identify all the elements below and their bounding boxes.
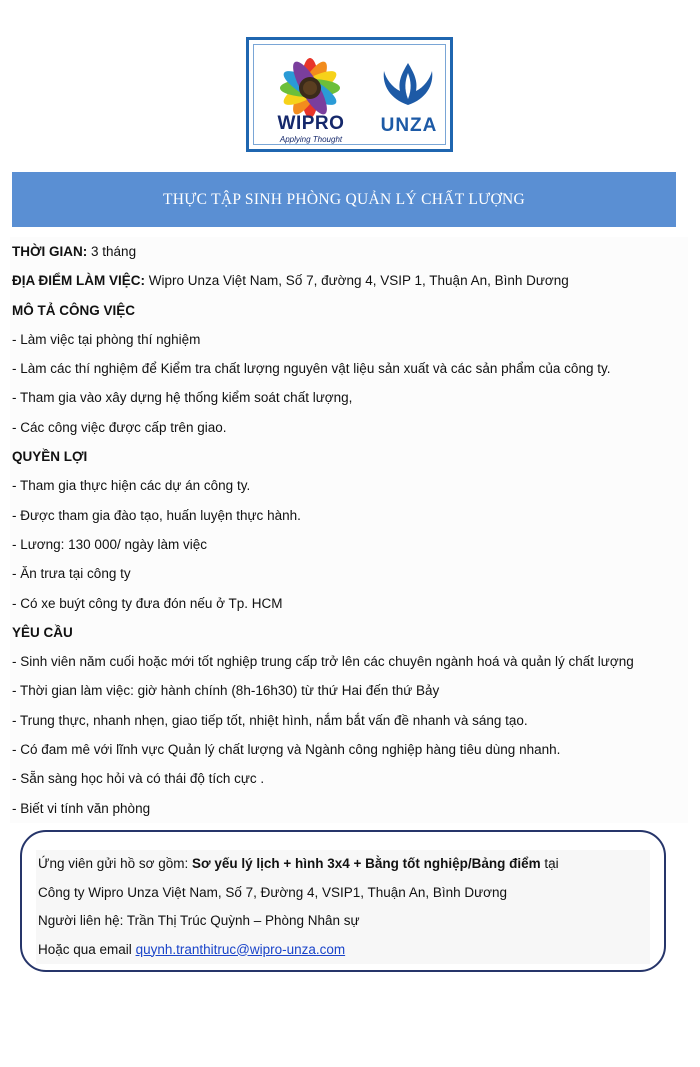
application-intro: Ứng viên gửi hồ sơ gồm: <box>38 856 192 871</box>
list-item: - Trung thực, nhanh nhẹn, giao tiếp tốt, nhiệt hình, nắm bắt vấn đề nhanh và sáng tạo. <box>12 712 528 728</box>
list-item: - Ăn trưa tại công ty <box>12 566 131 582</box>
list-item: - Tham gia thực hiện các dự án công ty. <box>12 478 251 494</box>
list-item: - Các công việc được cấp trên giao. <box>12 419 227 435</box>
email-row <box>36 936 650 965</box>
location-row <box>10 266 688 295</box>
email-link[interactable]: quynh.tranthitruc@wipro-unza.com <box>135 941 346 957</box>
company-logos <box>246 37 453 152</box>
section-heading-job-description: MÔ TẢ CÔNG VIỆC <box>12 302 136 318</box>
list-item: - Biết vi tính văn phòng <box>12 800 151 816</box>
list-item: - Có xe buýt công ty đưa đón nếu ở Tp. HCM <box>12 595 283 611</box>
application-intro-end: tại <box>540 856 559 871</box>
time-label: THỜI GIAN: <box>12 244 88 259</box>
location-value: Wipro Unza Việt Nam, Số 7, đường 4, VSIP 1, Thuận An, Bình Dương <box>148 273 569 289</box>
section-heading-benefits: QUYỀN LỢI <box>12 449 88 465</box>
logo-frame <box>253 44 446 145</box>
job-title-bar <box>12 172 676 227</box>
job-description <box>10 237 688 823</box>
wipro-tagline: Applying Thought <box>279 135 343 144</box>
list-item: - Được tham gia đào tạo, huấn luyện thực hành. <box>12 507 301 523</box>
list-item: - Sẵn sàng học hỏi và có thái độ tích cực . <box>12 771 265 787</box>
time-value: 3 tháng <box>91 244 137 259</box>
location-label: ĐỊA ĐIỂM LÀM VIỆC: <box>12 273 145 289</box>
required-documents: Sơ yếu lý lịch + hình 3x4 + Bằng tốt nghiệp/Bảng điểm <box>192 856 541 871</box>
section-heading-requirements: YÊU CẦU <box>12 624 73 640</box>
unza-bird-logo <box>378 59 438 115</box>
contact-details <box>36 850 650 964</box>
list-item: - Tham gia vào xây dựng hệ thống kiểm soát chất lượng, <box>12 390 353 406</box>
list-item: - Làm các thí nghiệm để Kiểm tra chất lượng nguyên vật liệu sản xuất và các sản phẩm của công ty. <box>12 361 611 377</box>
email-prefix: Hoặc qua email <box>38 941 136 957</box>
list-item: - Lương: 130 000/ ngày làm việc <box>12 536 207 552</box>
wipro-wordmark: WIPRO <box>277 113 345 134</box>
list-item: - Sinh viên năm cuối hoặc mới tốt nghiệp trung cấp trở lên các chuyên ngành hoá và quản lý chất lượng <box>12 654 634 670</box>
list-item: - Thời gian làm việc: giờ hành chính (8h-16h30) từ thứ Hai đến thứ Bảy <box>12 683 440 699</box>
unza-wordmark: UNZA <box>380 115 438 136</box>
contact-person: Người liên hệ: Trần Thị Trúc Quỳnh – Phòng Nhân sự <box>38 913 360 928</box>
company-address: Công ty Wipro Unza Việt Nam, Số 7, Đường 4, VSIP1, Thuận An, Bình Dương <box>38 884 508 900</box>
contact-box <box>20 830 666 972</box>
job-title: THỰC TẬP SINH PHÒNG QUẢN LÝ CHẤT LƯỢNG <box>163 190 525 208</box>
wipro-flower-logo <box>276 57 344 119</box>
application-documents-row <box>36 850 650 879</box>
list-item: - Có đam mê với lĩnh vực Quản lý chất lượng và Ngành công nghiệp hàng tiêu dùng nhanh. <box>12 742 561 758</box>
time-row <box>10 237 688 266</box>
list-item: - Làm việc tại phòng thí nghiệm <box>12 331 201 347</box>
